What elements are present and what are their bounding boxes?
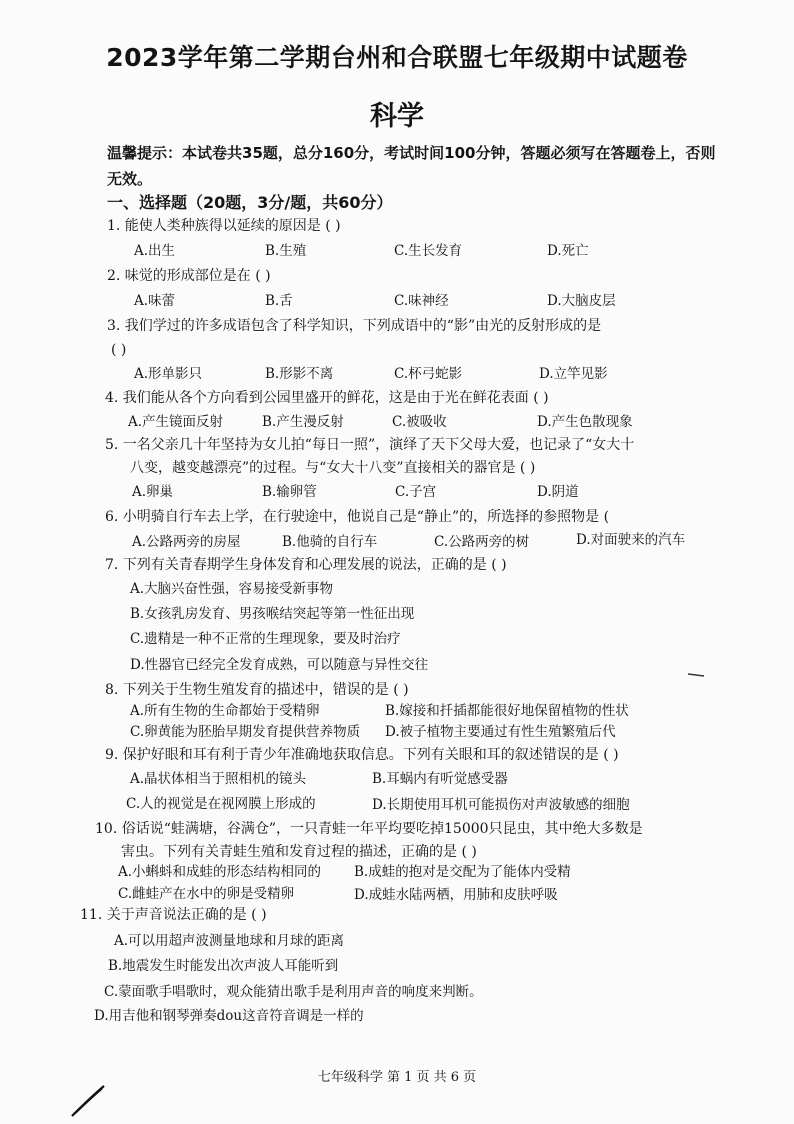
option-c: C.味神经 — [394, 293, 449, 309]
question-stem: 2. 味觉的形成部位是在 ( ) — [107, 268, 271, 284]
option-b: B.产生漫反射 — [262, 414, 344, 430]
stray-mark — [686, 670, 706, 680]
question-stem: 3. 我们学过的许多成语包含了科学知识，下列成语中的“影”由光的反射形成的是 — [107, 318, 602, 334]
option-c: C.杯弓蛇影 — [394, 366, 463, 382]
option-a: A.可以用超声波测量地球和月球的距离 — [114, 933, 345, 949]
question-stem: 11. 关于声音说法正确的是 ( ) — [80, 907, 267, 923]
option-a: A.产生镜面反射 — [128, 414, 224, 430]
option-a: A.形单影只 — [134, 366, 203, 382]
answer-bracket: ( ) — [111, 342, 127, 358]
option-d: D.立竿见影 — [539, 366, 608, 382]
option-c: C.生长发育 — [394, 243, 463, 259]
option-d: D.死亡 — [547, 243, 589, 259]
question-stem: 5. 一名父亲几十年坚持为女儿拍“每日一照”，演绎了天下父母大爱，也记录了“女大十 — [105, 437, 635, 453]
option-c: C.公路两旁的树 — [434, 534, 530, 550]
question-stem: 8. 下列关于生物生殖发育的描述中，错误的是 ( ) — [105, 682, 409, 698]
option-d: D.阴道 — [537, 484, 579, 500]
option-b: B.嫁接和扦插都能很好地保留植物的性状 — [385, 703, 629, 719]
notice-text: 温馨提示：本试卷共35题，总分160分，考试时间100分钟，答题必须写在答题卷上，否则无效。 — [107, 144, 716, 188]
option-d: D.长期使用耳机可能损伤对声波敏感的细胞 — [372, 797, 630, 813]
option-b: B.形影不离 — [265, 366, 334, 382]
option-c: C.雌蛙产在水中的卵是受精卵 — [118, 886, 295, 902]
option-a: A.公路两旁的房屋 — [132, 534, 241, 550]
option-b: B.地震发生时能发出次声波人耳能听到 — [108, 958, 339, 974]
option-b: B.耳蜗内有听觉感受器 — [372, 771, 508, 787]
subject-heading: 科学 — [370, 101, 424, 132]
option-a: A.卵巢 — [132, 484, 174, 500]
question-stem: 1. 能使人类种族得以延续的原因是 ( ) — [107, 218, 341, 234]
option-a: A.大脑兴奋性强，容易接受新事物 — [130, 581, 334, 597]
option-a: A.出生 — [134, 243, 176, 259]
question-stem: 10. 俗话说“蛙满塘，谷满仓”，一只青蛙一年平均要吃掉15000只昆虫，其中绝大多数是 — [95, 821, 643, 837]
option-c: C.卵黄能为胚胎早期发育提供营养物质 — [130, 724, 361, 740]
question-stem-continued: 害虫。下列有关青蛙生殖和发育过程的描述，正确的是 ( ) — [121, 844, 477, 860]
question-stem-continued: 八变，越变越漂亮”的过程。与“女大十八变”直接相关的器官是 ( ) — [130, 460, 536, 476]
option-d: D.产生色散现象 — [537, 414, 633, 430]
option-b: B.舌 — [265, 293, 293, 309]
option-c: C.蒙面歌手唱歌时，观众能猜出歌手是利用声音的响度来判断。 — [104, 984, 483, 1000]
question-stem: 7. 下列有关青春期学生身体发育和心理发展的说法，正确的是 ( ) — [105, 557, 507, 573]
option-b: B.女孩乳房发育、男孩喉结突起等第一性征出现 — [130, 606, 415, 622]
option-b: B.他骑的自行车 — [282, 534, 378, 550]
question-stem: 6. 小明骑自行车去上学，在行驶途中，他说自己是“静止”的，所选择的参照物是 ( — [105, 509, 610, 525]
option-d: D.大脑皮层 — [547, 293, 616, 309]
question-stem: 9. 保护好眼和耳有利于青少年准确地获取信息。下列有关眼和耳的叙述错误的是 ( ) — [105, 747, 619, 763]
option-b: B.生殖 — [265, 243, 307, 259]
option-d: D.用吉他和钢琴弹奏dou这音符音调是一样的 — [94, 1008, 364, 1024]
section-heading: 一、选择题（20题，3分/题，共60分） — [107, 193, 393, 212]
option-c: C.子宫 — [395, 484, 437, 500]
option-d: D.被子植物主要通过有性生殖繁殖后代 — [385, 724, 616, 740]
option-a: A.小蝌蚪和成蛙的形态结构相同的 — [118, 864, 322, 880]
page-title: 2023学年第二学期台州和合联盟七年级期中试题卷 — [106, 43, 688, 72]
option-c: C.被吸收 — [392, 414, 447, 430]
option-d: D.性器官已经完全发育成熟，可以随意与异性交往 — [130, 657, 429, 673]
option-a: A.所有生物的生命都始于受精卵 — [130, 703, 320, 719]
pen-stroke-mark — [68, 1080, 108, 1120]
option-c: C.遗精是一种不正常的生理现象，要及时治疗 — [130, 631, 401, 647]
page-footer: 七年级科学 第 1 页 共 6 页 — [317, 1070, 477, 1085]
option-b: B.输卵管 — [262, 484, 317, 500]
option-d: D.成蛙水陆两栖，用肺和皮肤呼吸 — [354, 887, 558, 903]
option-b: B.成蛙的抱对是交配为了能体内受精 — [354, 864, 571, 880]
option-a: A.味蕾 — [134, 293, 176, 309]
option-a: A.晶状体相当于照相机的镜头 — [130, 771, 307, 787]
option-c: C.人的视觉是在视网膜上形成的 — [126, 796, 316, 812]
option-d: D.对面驶来的汽车 — [576, 532, 686, 548]
question-stem: 4. 我们能从各个方向看到公园里盛开的鲜花，这是由于光在鲜花表面 ( ) — [105, 390, 549, 406]
